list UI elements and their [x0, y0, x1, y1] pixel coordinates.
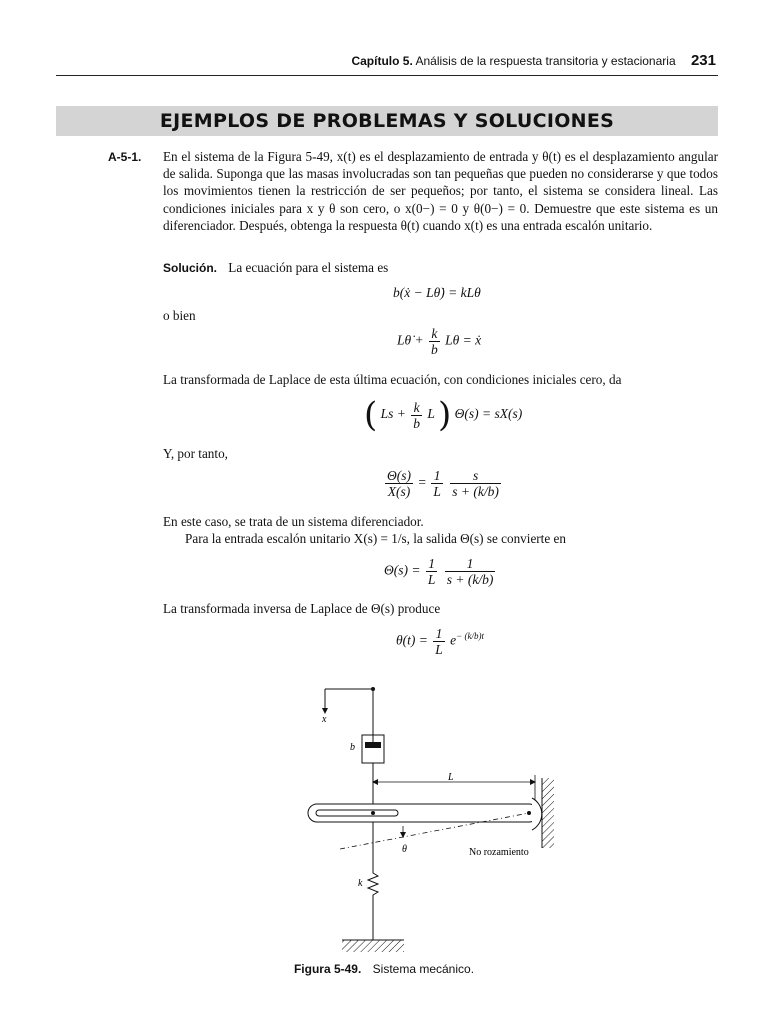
spring [358, 870, 378, 940]
equation-4 [383, 468, 503, 499]
equation-5 [384, 556, 497, 587]
eq3-a: Ls + [380, 406, 406, 422]
eq5-num3: 1 [445, 556, 496, 572]
input-displacement [321, 687, 375, 725]
page-number: 231 [690, 52, 716, 69]
figure-caption-label: Figura 5-49. [293, 962, 362, 976]
eq5-frac2 [445, 556, 496, 587]
section-banner [56, 106, 718, 136]
eq2-num: k [429, 326, 440, 342]
damper [350, 728, 384, 763]
eq2-den: b [431, 342, 438, 357]
eq3-close-paren: ) [438, 395, 452, 435]
eq5-den3: s + (k/b) [446, 572, 494, 587]
header-rule [56, 75, 718, 76]
step-input-text: Para la entrada escalón unitario X(s) = 1/s, la salida Θ(s) se convierte en [185, 531, 566, 546]
por-tanto: Y, por tanto, [163, 446, 228, 461]
eq4-den1: X(s) [387, 484, 411, 499]
eq3-open-paren: ( [364, 395, 378, 435]
L-label: L [448, 772, 454, 783]
k-label: k [358, 878, 363, 889]
eq3-rhs: Θ(s) = sX(s) [454, 406, 523, 422]
eq2-fraction [429, 326, 440, 357]
eq4-den3: s + (k/b) [452, 484, 499, 499]
solution-intro-line [163, 260, 388, 276]
eq3-den: b [413, 415, 421, 431]
eq4-den2: L [433, 484, 441, 499]
equation-6 [396, 626, 484, 657]
x-label: x [322, 714, 327, 725]
eq4-frac3 [450, 468, 501, 499]
eq4-num3: s [450, 468, 501, 484]
solution-intro: La ecuación para el sistema es [228, 260, 389, 275]
eq6-base: e [450, 632, 457, 648]
length-dimension [372, 772, 536, 800]
o-bien: o bien [163, 308, 196, 323]
equation-3 [364, 395, 522, 435]
eq4-num2: 1 [431, 468, 443, 484]
equation-2 [397, 326, 481, 357]
eq4-frac2 [431, 468, 443, 499]
eq6-num: 1 [433, 626, 445, 642]
eq3-b: L [427, 406, 435, 422]
figure-caption-text: Sistema mecánico. [372, 962, 475, 976]
friction-label: No rozamiento [469, 847, 529, 858]
problem-text: En el sistema de la Figura 5-49, x(t) es el desplazamiento de entrada y θ(t) es el desplazamiento angular de salida. Suponga que las masas involucradas son tan pequeñas que pueden no considerarse y que todos los movimientos tienen la restricción de ser pequeños; por tanto, el sistema se considera lineal. Las condiciones iniciales para x y θ son cero, o x(0−) = 0 y θ(0−) = 0. Demuestre que este sistema es un diferenciador. Después, obtenga la respuesta θ(t) cuando x(t) es una entrada escalón unitario. [163, 149, 718, 233]
eq5-num2: 1 [426, 556, 438, 572]
solution-label: Solución. [163, 261, 217, 275]
eq6-den: L [435, 642, 443, 657]
lever-bar [308, 804, 538, 822]
eq4-frac1 [385, 468, 413, 499]
inverse-text: La transformada inversa de Laplace de Θ(s) produce [163, 601, 441, 616]
eq6-frac [433, 626, 445, 657]
eq5-den2: L [427, 572, 436, 587]
eq3-fraction [411, 400, 422, 431]
eq6-lhs: θ(t) = [396, 632, 428, 648]
eq2-lhs1: Lθ̇ + [397, 332, 424, 348]
chapter-title: Análisis de la respuesta transitoria y estacionaria [415, 54, 676, 68]
chapter-label: Capítulo 5. [351, 54, 413, 68]
laplace-text: La transformada de Laplace de esta última ecuación, con condiciones iniciales cero, da [163, 372, 622, 387]
differentiator-text: En este caso, se trata de un sistema diferenciador. [163, 514, 424, 529]
eq4-equals: = [418, 474, 426, 490]
mechanical-system-figure [300, 680, 580, 965]
eq5-frac1 [426, 556, 438, 587]
eq5-lhs: Θ(s) = [384, 562, 421, 578]
eq4-num1: Θ(s) [387, 468, 411, 483]
running-head [0, 52, 716, 69]
ground [342, 940, 404, 952]
theta-label: θ [402, 844, 407, 855]
eq3-num: k [411, 400, 422, 416]
eq2-lhs2: Lθ = ẋ [445, 332, 482, 348]
figure-caption [0, 962, 768, 976]
equation-1: b(ẋ − Lθ̇) = kLθ [393, 285, 481, 300]
problem-label: A-5-1. [108, 150, 142, 164]
b-label: b [350, 742, 355, 753]
eq6-exponent: − (k/b)t [456, 631, 484, 642]
section-title: EJEMPLOS DE PROBLEMAS Y SOLUCIONES [159, 110, 615, 132]
